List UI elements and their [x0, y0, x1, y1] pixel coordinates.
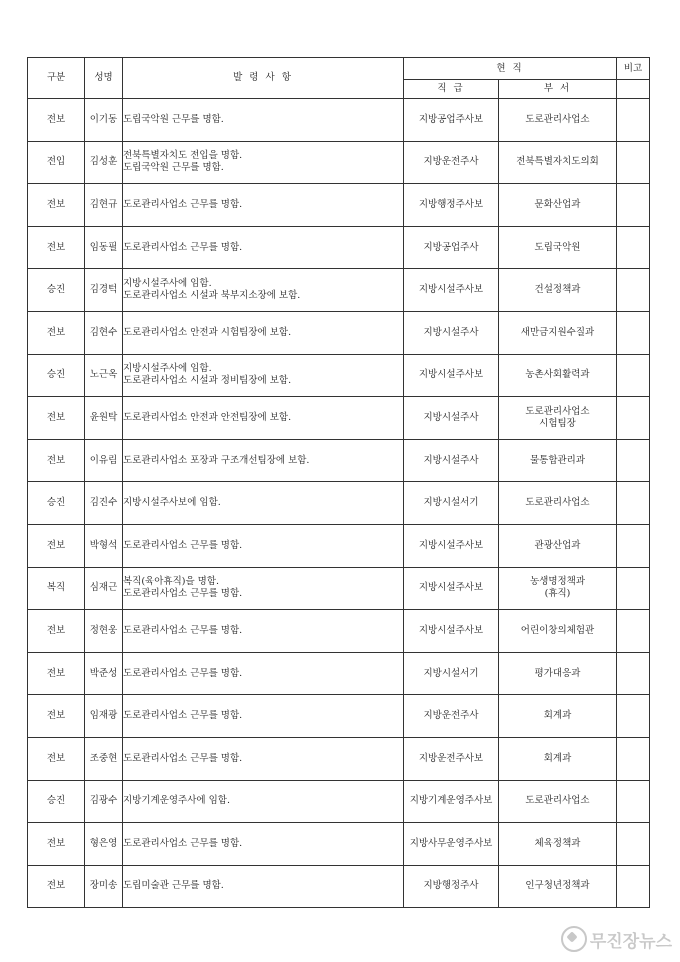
order-line: 지방시설주사에 임함.: [123, 363, 212, 375]
cell-order: [123, 567, 404, 610]
cell-category: 전보: [28, 397, 85, 440]
cell-order: [123, 524, 404, 567]
dept-line: 체육정책과: [534, 837, 581, 849]
cell-rank: 지방시설주사: [404, 311, 499, 354]
cell-category: 전입: [28, 141, 85, 184]
cell-note: [617, 780, 650, 823]
cell-rank: 지방사무운영주사보: [404, 823, 499, 866]
cell-rank: 지방운전주사: [404, 695, 499, 738]
cell-category: 전보: [28, 610, 85, 653]
table-row: [28, 610, 650, 653]
cell-rank: 지방운전주사보: [404, 737, 499, 780]
dept-line: 도로관리사업소: [525, 405, 590, 417]
cell-order: [123, 226, 404, 269]
cell-name: 심재근: [85, 567, 123, 610]
dept-line: 회계과: [543, 710, 572, 722]
order-line: 도로관리사업소 근무를 명함.: [123, 198, 243, 210]
cell-order: [123, 311, 404, 354]
cell-dept: [499, 780, 617, 823]
watermark: [561, 926, 672, 952]
order-line: 도로관리사업소 근무를 명함.: [123, 539, 243, 551]
cell-name: 형은영: [85, 823, 123, 866]
cell-order: [123, 610, 404, 653]
order-line: 도로관리사업소 안전과 안전팀장에 보함.: [123, 411, 292, 423]
table-row: [28, 184, 650, 227]
cell-note: [617, 482, 650, 525]
cell-note: [617, 865, 650, 908]
cell-note: [617, 524, 650, 567]
dept-line: 도로관리사업소: [525, 795, 590, 807]
personnel-table: [27, 57, 650, 908]
order-line: 도로관리사업소 시설과 정비팀장에 보함.: [123, 375, 292, 387]
table-row: [28, 226, 650, 269]
dept-line: 문화산업과: [534, 198, 581, 210]
cell-name: 김광수: [85, 780, 123, 823]
cell-rank: 지방행정주사보: [404, 184, 499, 227]
cell-order: [123, 439, 404, 482]
order-line: 도로관리사업소 근무를 명함.: [123, 837, 243, 849]
cell-name: 김경턱: [85, 269, 123, 312]
cell-dept: [499, 865, 617, 908]
cell-category: 전보: [28, 524, 85, 567]
order-line: 도립국악원 근무를 명함.: [123, 162, 224, 174]
table-row: [28, 567, 650, 610]
cell-rank: 지방행정주사: [404, 865, 499, 908]
order-line: 도로관리사업소 시설과 북부지소장에 보함.: [123, 290, 301, 302]
order-line: 도립미술관 근무를 명함.: [123, 880, 224, 892]
table-row: [28, 865, 650, 908]
cell-category: 전보: [28, 695, 85, 738]
cell-category: 전보: [28, 439, 85, 482]
cell-note: [617, 823, 650, 866]
cell-note: [617, 695, 650, 738]
table-row: [28, 269, 650, 312]
cell-category: 전보: [28, 823, 85, 866]
header-current: 현 직: [404, 58, 617, 80]
cell-dept: [499, 524, 617, 567]
cell-note: [617, 397, 650, 440]
order-line: 도로관리사업소 안전과 시험팀장에 보함.: [123, 326, 292, 338]
header-category: 구분: [28, 58, 85, 99]
table-row: [28, 311, 650, 354]
table-row: [28, 397, 650, 440]
cell-rank: 지방시설서기: [404, 482, 499, 525]
header-note-blank: [617, 80, 650, 99]
cell-note: [617, 610, 650, 653]
cell-dept: [499, 397, 617, 440]
cell-dept: [499, 610, 617, 653]
order-line: 도로관리사업소 근무를 명함.: [123, 667, 243, 679]
cell-category: 승진: [28, 482, 85, 525]
cell-rank: 지방공업주사: [404, 226, 499, 269]
cell-category: 전보: [28, 737, 85, 780]
order-line: 도로관리사업소 근무를 명함.: [123, 752, 243, 764]
cell-rank: 지방시설주사보: [404, 524, 499, 567]
cell-name: 임동필: [85, 226, 123, 269]
dept-line: 도립국악원: [534, 241, 581, 253]
cell-note: [617, 141, 650, 184]
cell-order: [123, 737, 404, 780]
cell-name: 장미송: [85, 865, 123, 908]
cell-dept: [499, 823, 617, 866]
cell-category: 전보: [28, 311, 85, 354]
dept-line: 전북특별자치도의회: [516, 156, 599, 168]
cell-order: [123, 482, 404, 525]
dept-line: 새만금지원수질과: [520, 326, 595, 338]
cell-order: [123, 865, 404, 908]
cell-dept: [499, 439, 617, 482]
table-row: [28, 141, 650, 184]
cell-dept: [499, 99, 617, 142]
cell-note: [617, 567, 650, 610]
cell-note: [617, 184, 650, 227]
cell-rank: 지방기계운영주사보: [404, 780, 499, 823]
cell-name: 이기동: [85, 99, 123, 142]
table-row: [28, 652, 650, 695]
dept-line: 농생명정책과: [529, 576, 586, 588]
order-line: 지방시설주사에 임함.: [123, 278, 212, 290]
table-row: [28, 99, 650, 142]
dept-line: 시험팀장: [539, 417, 576, 429]
table-row: [28, 439, 650, 482]
cell-order: [123, 99, 404, 142]
cell-order: [123, 397, 404, 440]
cell-category: 전보: [28, 652, 85, 695]
cell-name: 윤원탁: [85, 397, 123, 440]
cell-rank: 지방시설주사: [404, 397, 499, 440]
cell-rank: 지방공업주사보: [404, 99, 499, 142]
cell-dept: [499, 695, 617, 738]
table-row: [28, 823, 650, 866]
header-dept: 부 서: [499, 80, 617, 99]
header-rank: 직 급: [404, 80, 499, 99]
dept-line: 관광산업과: [534, 539, 581, 551]
watermark-logo-icon: [561, 926, 587, 952]
table-row: [28, 354, 650, 397]
header-name: 성명: [85, 58, 123, 99]
cell-dept: [499, 269, 617, 312]
cell-rank: 지방시설주사보: [404, 354, 499, 397]
cell-dept: [499, 354, 617, 397]
cell-name: 임재광: [85, 695, 123, 738]
dept-line: 도로관리사업소: [525, 113, 590, 125]
cell-note: [617, 652, 650, 695]
cell-order: [123, 354, 404, 397]
order-line: 지방기계운영주사에 임함.: [123, 795, 230, 807]
cell-note: [617, 99, 650, 142]
cell-category: 복직: [28, 567, 85, 610]
cell-name: 김현수: [85, 311, 123, 354]
cell-dept: [499, 482, 617, 525]
order-line: 도립국악원 근무를 명함.: [123, 113, 224, 125]
dept-line: 어린이창의체험관: [520, 624, 595, 636]
cell-name: 김진수: [85, 482, 123, 525]
cell-dept: [499, 141, 617, 184]
cell-order: [123, 269, 404, 312]
cell-category: 전보: [28, 865, 85, 908]
order-line: 지방시설주사보에 임함.: [123, 497, 221, 509]
cell-name: 노근옥: [85, 354, 123, 397]
order-line: 도로관리사업소 근무를 명함.: [123, 710, 243, 722]
dept-line: 인구청년정책과: [525, 880, 590, 892]
cell-note: [617, 354, 650, 397]
table-row: [28, 482, 650, 525]
header-order: 발 령 사 항: [123, 58, 404, 99]
cell-order: [123, 652, 404, 695]
cell-category: 승진: [28, 354, 85, 397]
header-note: 비고: [617, 58, 650, 80]
dept-line: (휴직): [544, 588, 571, 600]
cell-dept: [499, 652, 617, 695]
order-line: 도로관리사업소 근무를 명함.: [123, 241, 243, 253]
cell-order: [123, 823, 404, 866]
dept-line: 회계과: [543, 752, 572, 764]
cell-note: [617, 269, 650, 312]
cell-order: [123, 695, 404, 738]
cell-order: [123, 780, 404, 823]
cell-dept: [499, 184, 617, 227]
cell-category: 전보: [28, 226, 85, 269]
cell-category: 전보: [28, 184, 85, 227]
order-line: 전북특별자치도 전입을 명함.: [123, 150, 243, 162]
cell-rank: 지방운전주사: [404, 141, 499, 184]
cell-rank: 지방시설주사보: [404, 610, 499, 653]
cell-dept: [499, 567, 617, 610]
table-row: [28, 737, 650, 780]
cell-note: [617, 311, 650, 354]
watermark-text: 무진장뉴스: [589, 931, 672, 952]
cell-order: [123, 184, 404, 227]
cell-note: [617, 737, 650, 780]
cell-note: [617, 439, 650, 482]
cell-rank: 지방시설주사보: [404, 567, 499, 610]
cell-dept: [499, 226, 617, 269]
cell-rank: 지방시설주사보: [404, 269, 499, 312]
dept-line: 도로관리사업소: [525, 497, 590, 509]
cell-dept: [499, 737, 617, 780]
cell-name: 김성훈: [85, 141, 123, 184]
order-line: 도로관리사업소 포장과 구조개선팀장에 보함.: [123, 454, 310, 466]
cell-name: 이유림: [85, 439, 123, 482]
cell-category: 전보: [28, 99, 85, 142]
order-line: 도로관리사업소 근무를 명함.: [123, 624, 243, 636]
table-row: [28, 524, 650, 567]
order-line: 도로관리사업소 근무를 명함.: [123, 588, 243, 600]
cell-name: 박형석: [85, 524, 123, 567]
order-line: 복직(육아휴직)을 명함.: [123, 576, 220, 588]
cell-category: 승진: [28, 269, 85, 312]
dept-line: 평가대응과: [534, 667, 581, 679]
table-row: [28, 780, 650, 823]
dept-line: 농촌사회활력과: [525, 369, 590, 381]
cell-name: 김현규: [85, 184, 123, 227]
dept-line: 물통합관리과: [529, 454, 586, 466]
cell-dept: [499, 311, 617, 354]
cell-name: 정현웅: [85, 610, 123, 653]
cell-order: [123, 141, 404, 184]
cell-rank: 지방시설주사: [404, 439, 499, 482]
cell-rank: 지방시설서기: [404, 652, 499, 695]
dept-line: 건설정책과: [534, 284, 581, 296]
cell-note: [617, 226, 650, 269]
cell-name: 박준성: [85, 652, 123, 695]
cell-category: 승진: [28, 780, 85, 823]
cell-name: 조중현: [85, 737, 123, 780]
table-row: [28, 695, 650, 738]
